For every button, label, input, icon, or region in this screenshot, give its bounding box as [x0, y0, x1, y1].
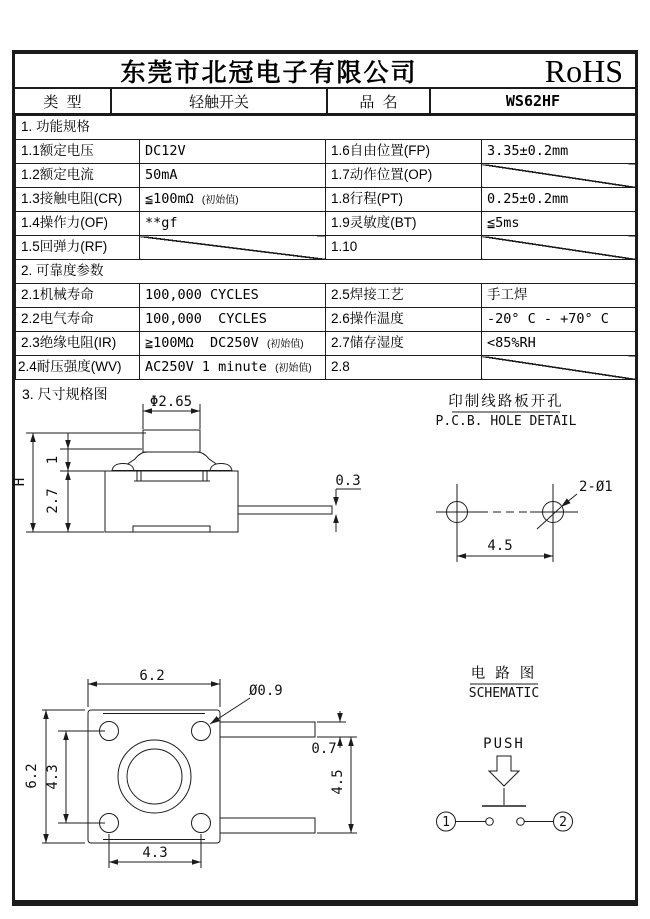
terminal-1-number: 1 — [442, 815, 450, 830]
rohs-mark: RoHS — [544, 52, 623, 89]
spec-label: 1.4操作力(OF) — [16, 212, 140, 236]
spec-value: DC12V — [140, 140, 326, 164]
top-view-drawing — [24, 668, 357, 868]
spec-label: 2.6操作温度 — [326, 308, 482, 332]
spec-value-note: (初始值) — [266, 339, 304, 351]
type-label: 类 型 — [15, 89, 112, 113]
spec-label: 1.6自由位置(FP) — [326, 140, 482, 164]
spec-value: 3.35±0.2mm — [482, 140, 636, 164]
spec-value: 100,000 CYCLES — [140, 284, 326, 308]
contact-dot — [517, 818, 525, 826]
spec-label: 2.4耐压强度(WV) — [16, 356, 140, 380]
push-label: PUSH — [483, 736, 525, 752]
dim-lead-pitch: 4.5 — [330, 769, 346, 795]
spec-label: 2.8 — [326, 356, 482, 380]
section-1-title: 1. 功能规格 — [16, 116, 636, 140]
schematic-drawing — [437, 664, 573, 831]
spec-label: 2.3绝缘电阻(IR) — [16, 332, 140, 356]
dim-upper-height: 1 — [45, 455, 61, 465]
section-3-title: 3. 尺寸规格图 — [22, 386, 108, 402]
spec-label: 2.5焊接工艺 — [326, 284, 482, 308]
pcb-hole-callout: 2-Ø1 — [579, 479, 613, 495]
dim-total-height: H — [12, 477, 28, 487]
spec-value: ≦5ms — [482, 212, 636, 236]
contact-dot — [486, 818, 494, 826]
spec-value: 50mA — [140, 164, 326, 188]
dim-body-width: 6.2 — [139, 668, 165, 684]
spec-value: 手工焊 — [482, 284, 636, 308]
spec-value-main: ≧100MΩ DC250V — [145, 335, 259, 352]
spec-value-main: ≦100mΩ — [145, 191, 194, 208]
terminal-2-number: 2 — [559, 815, 567, 830]
dim-body-height: 2.7 — [45, 488, 61, 514]
spec-label: 2.1机械寿命 — [16, 284, 140, 308]
section-2-title: 2. 可靠度参数 — [16, 260, 636, 284]
spec-value: <85%RH — [482, 332, 636, 356]
push-arrow-icon — [489, 756, 519, 786]
product-value: WS62HF — [505, 92, 561, 110]
spec-label: 2.2电气寿命 — [16, 308, 140, 332]
spec-label: 1.2额定电流 — [16, 164, 140, 188]
dim-body-height-left: 6.2 — [24, 763, 40, 789]
dim-inner-pitch-v: 4.3 — [45, 764, 61, 790]
spec-label: 1.8行程(PT) — [326, 188, 482, 212]
spec-value-note: (初始值) — [201, 195, 239, 207]
spec-value-note: (初始值) — [275, 363, 312, 375]
product-label: 品 名 — [328, 89, 431, 113]
spec-value: -20° C - +70° C — [482, 308, 636, 332]
pcb-hole-detail-drawing — [436, 392, 613, 562]
spec-value: **gf — [140, 212, 326, 236]
dim-lead-thickness: 0.3 — [335, 473, 361, 489]
pcb-title-cn: 印制线路板开孔 — [448, 394, 564, 410]
type-value: 轻触开关 — [112, 89, 328, 113]
dim-stem-diameter: Φ2.65 — [149, 394, 193, 410]
dim-inner-pitch-h: 4.3 — [142, 845, 168, 861]
spec-label: 1.7动作位置(OP) — [326, 164, 482, 188]
spec-value-main: AC250V 1 minute — [145, 359, 267, 376]
spec-label: 1.5回弹力(RF) — [16, 236, 140, 260]
spec-label: 1.1额定电压 — [16, 140, 140, 164]
pcb-hole-pitch: 4.5 — [487, 538, 513, 554]
dim-lead-width: 0.7 — [311, 741, 337, 757]
spec-label: 1.9灵敏度(BT) — [326, 212, 482, 236]
spec-value: 0.25±0.2mm — [482, 188, 636, 212]
dim-hole-callout: Ø0.9 — [249, 683, 283, 699]
spec-label: 1.3接触电阻(CR) — [16, 188, 140, 212]
spec-value: 100,000 CYCLES — [140, 308, 326, 332]
schematic-title-cn: 电 路 图 — [470, 666, 538, 682]
spec-label: 1.10 — [326, 236, 482, 260]
spec-label: 2.7储存湿度 — [326, 332, 482, 356]
company-name: 东莞市北冠电子有限公司 — [120, 58, 418, 87]
pcb-title-en: P.C.B. HOLE DETAIL — [435, 414, 577, 429]
side-view-drawing — [12, 394, 361, 532]
schematic-title-en: SCHEMATIC — [468, 686, 540, 701]
